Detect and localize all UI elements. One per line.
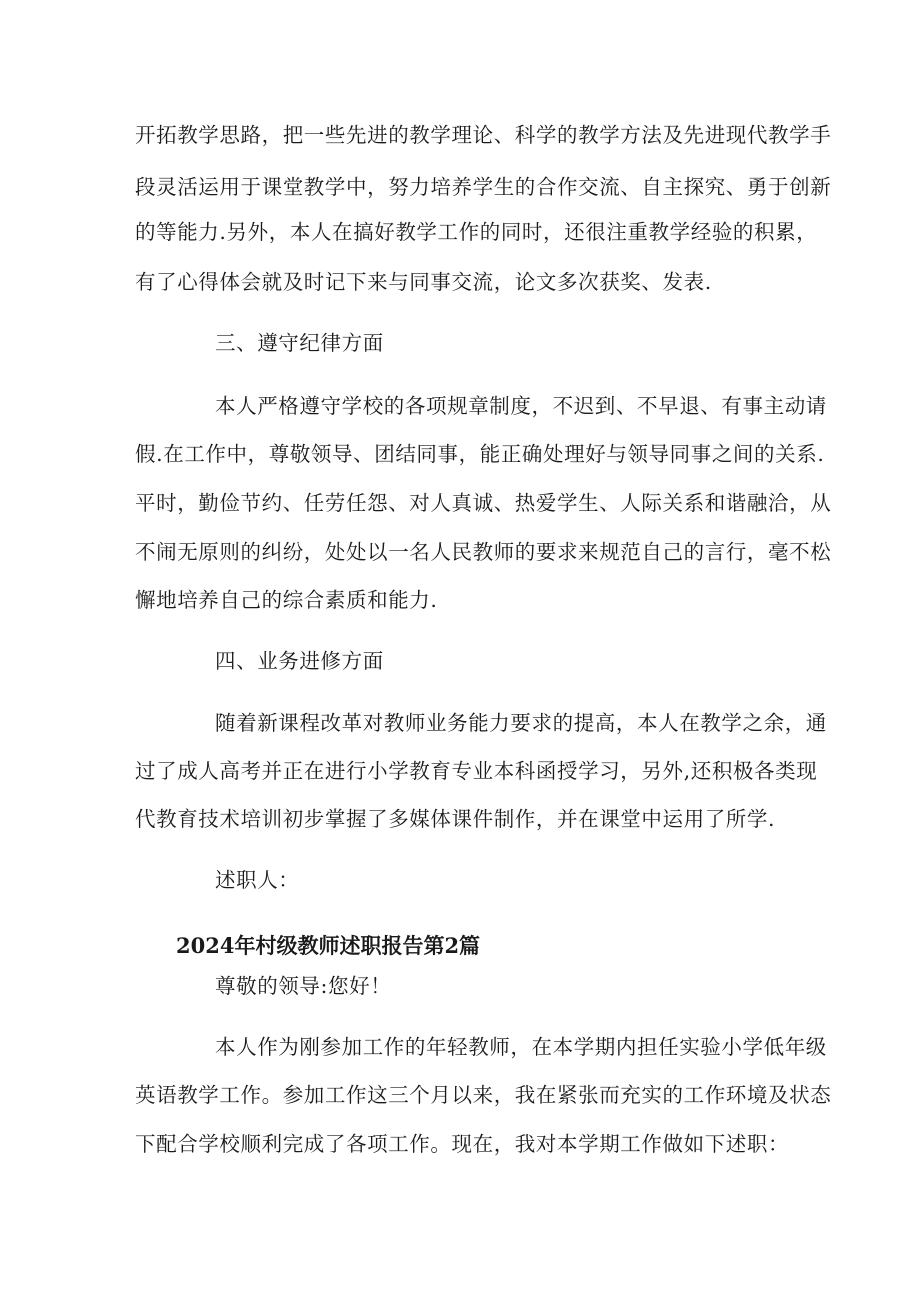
paragraph-line: 下配合学校顺利完成了各项工作。现在，我对本学期工作做如下述职：: [135, 1132, 790, 1156]
paragraph-line: 代教育技术培训初步掌握了多媒体课件制作，并在课堂中运用了所学.: [135, 807, 776, 831]
paragraph-line: 本人严格遵守学校的各项规章制度，不迟到、不早退、有事主动请: [215, 394, 827, 418]
section-heading-4: 四、业务进修方面: [215, 649, 384, 673]
greeting: 尊敬的领导:您好！: [215, 974, 392, 998]
paragraph-line: 随着新课程改革对教师业务能力要求的提高，本人在教学之余，通: [215, 711, 827, 735]
paragraph-line: 假.在工作中，尊敬领导、团结同事，能正确处理好与领导同事之间的关系.: [135, 442, 825, 466]
signature-label: 述职人：: [215, 868, 300, 892]
paragraph-line: 开拓教学思路，把一些先进的教学理论、科学的教学方法及先进现代教学手: [135, 123, 832, 147]
paragraph-line: 有了心得体会就及时记下来与同事交流，论文多次获奖、发表.: [135, 270, 712, 294]
paragraph-line: 过了成人高考并正在进行小学教育专业本科函授学习，另外,还积极各类现: [135, 759, 818, 783]
paragraph-line: 英语教学工作。参加工作这三个月以来，我在紧张而充实的工作环境及状态: [135, 1083, 832, 1107]
paragraph-line: 本人作为刚参加工作的年轻教师，在本学期内担任实验小学低年级: [215, 1035, 827, 1059]
document-title: 2024年村级教师述职报告第2篇: [176, 933, 481, 958]
section-heading-3: 三、遵守纪律方面: [215, 331, 384, 355]
paragraph-line: 段灵活运用于课堂教学中，努力培养学生的合作交流、自主探究、勇于创新: [135, 175, 832, 199]
paragraph-line: 的等能力.另外，本人在搞好教学工作的同时，还很注重教学经验的积累，: [135, 220, 818, 244]
paragraph-line: 不闹无原则的纠纷，处处以一名人民教师的要求来规范自己的言行，毫不松: [135, 540, 832, 564]
paragraph-line: 懈地培养自己的综合素质和能力.: [135, 588, 438, 612]
paragraph-line: 平时，勤俭节约、任劳任怨、对人真诚、热爱学生、人际关系和谐融洽，从: [135, 491, 832, 515]
